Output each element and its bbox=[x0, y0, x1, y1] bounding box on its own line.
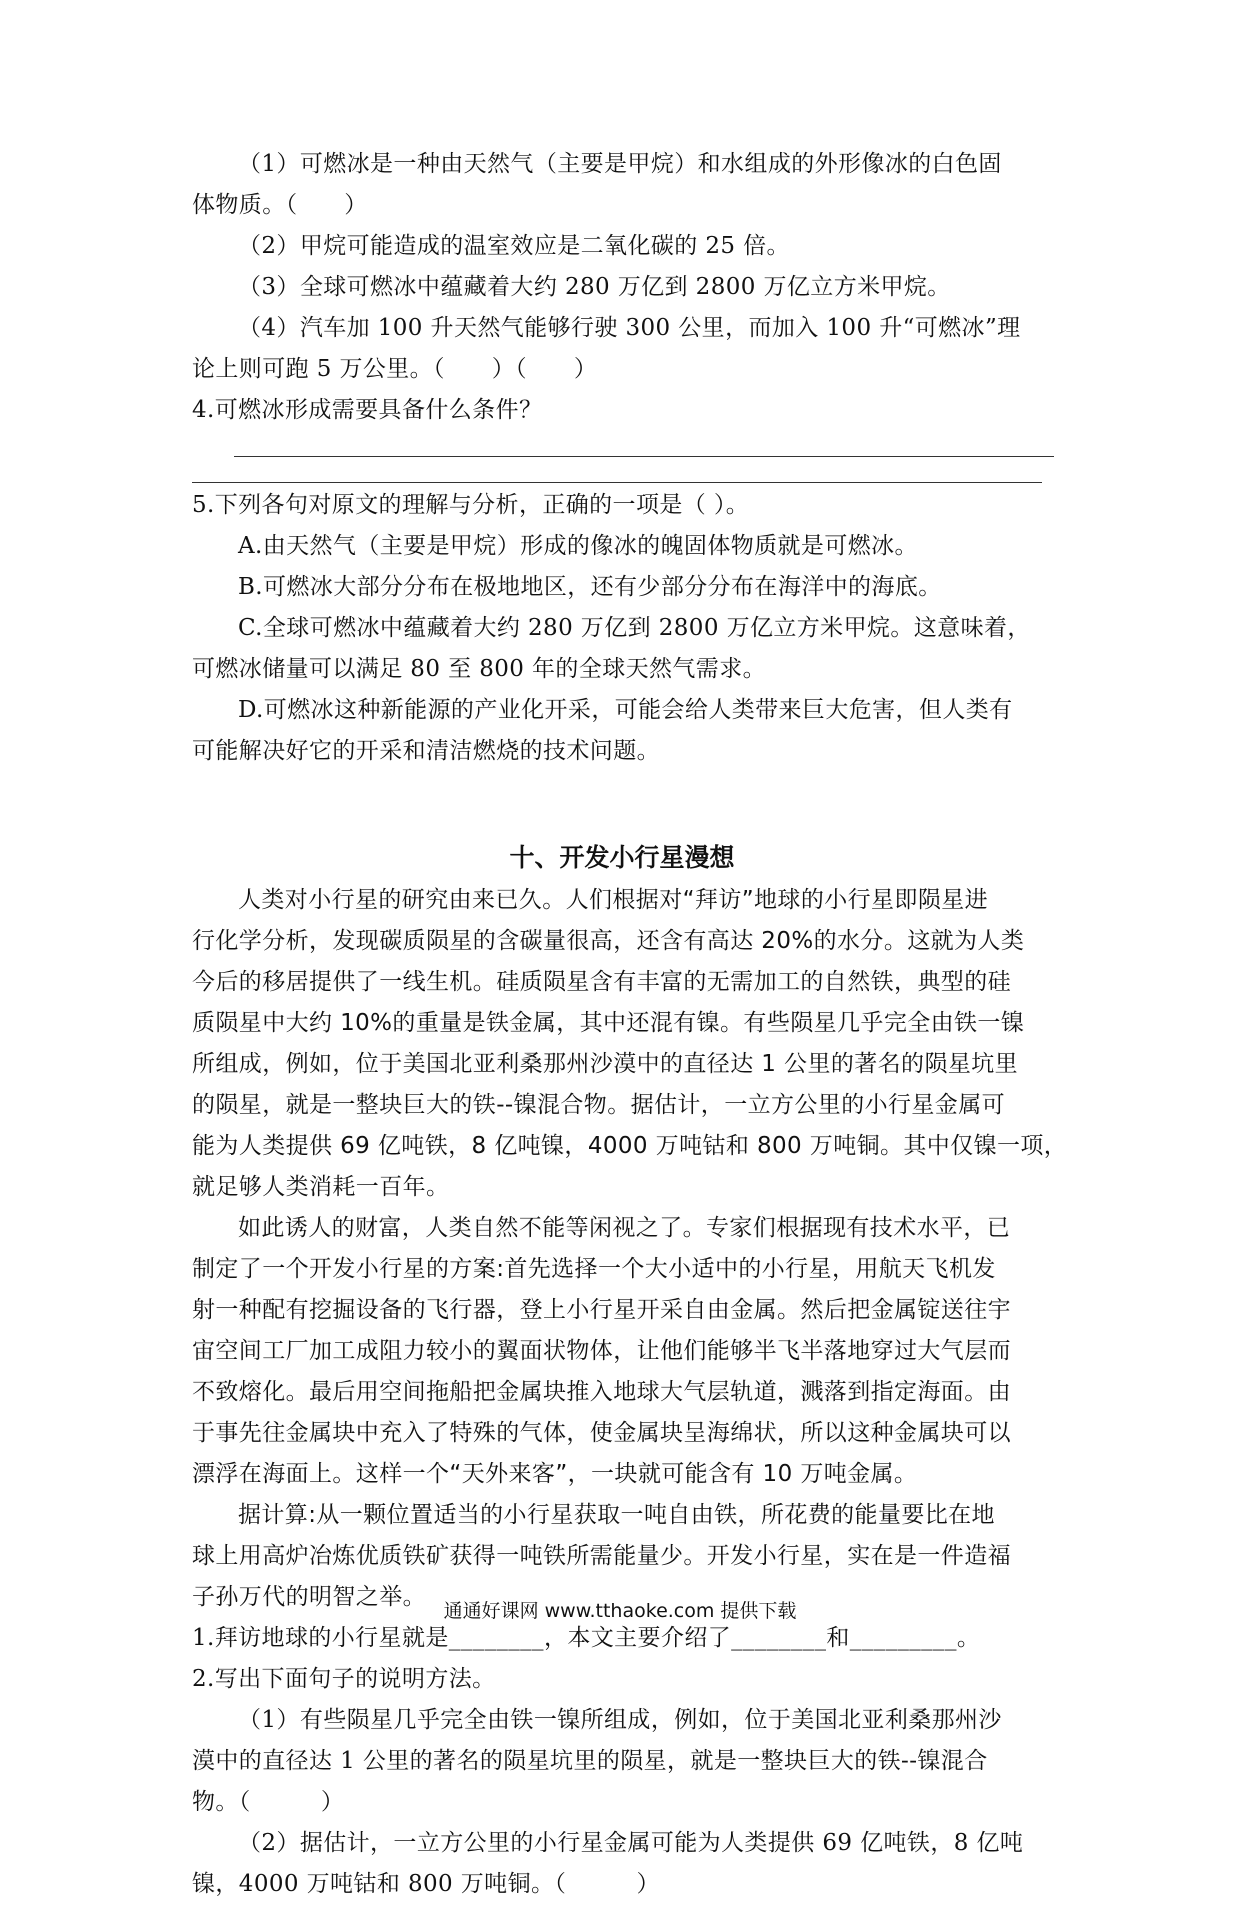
question-5: 5.下列各句对原文的理解与分析，正确的一项是（ ）。 bbox=[192, 492, 750, 518]
q5-option-d-line-1: D.可燃冰这种新能源的产业化开采，可能会给人类带来巨大危害，但人类有 bbox=[238, 697, 1013, 723]
para2-line: 如此诱人的财富，人类自然不能等闲视之了。专家们根据现有技术水平，已 bbox=[238, 1215, 1011, 1241]
q5-option-c-line-2: 可燃冰储量可以满足 80 至 800 年的全球天然气需求。 bbox=[192, 656, 767, 682]
para2-line: 于事先往金属块中充入了特殊的气体，使金属块呈海绵状，所以这种金属块可以 bbox=[192, 1420, 1011, 1446]
q3-item-4-line-1: （4）汽车加 100 升天然气能够行驶 300 公里，而加入 100 升“可燃冰”理 bbox=[238, 315, 1021, 341]
para1-line: 的陨星，就是一整块巨大的铁--镍混合物。据估计，一立方公里的小行星金属可 bbox=[192, 1092, 1005, 1118]
para1-line: 行化学分析，发现碳质陨星的含碳量很高，还含有高达 20%的水分。这就为人类 bbox=[192, 928, 1025, 954]
q2-item-1-line-2: 漠中的直径达 1 公里的著名的陨星坑里的陨星，就是一整块巨大的铁--镍混合 bbox=[192, 1748, 988, 1774]
para1-line: 所组成，例如，位于美国北亚利桑那州沙漠中的直径达 1 公里的著名的陨星坑里 bbox=[192, 1051, 1019, 1077]
para2-line: 射一种配有挖掘设备的飞行器，登上小行星开采自由金属。然后把金属锭送往宇 bbox=[192, 1297, 1011, 1323]
q3-item-1-line-1: （1）可燃冰是一种由天然气（主要是甲烷）和水组成的外形像冰的白色固 bbox=[238, 151, 1002, 177]
para2-line: 宙空间工厂加工成阻力较小的翼面状物体，让他们能够半飞半落地穿过大气层而 bbox=[192, 1338, 1011, 1364]
para3-line: 球上用高炉冶炼优质铁矿获得一吨铁所需能量少。开发小行星，实在是一件造福 bbox=[192, 1543, 1011, 1569]
question-4: 4.可燃冰形成需要具备什么条件？ bbox=[192, 397, 543, 423]
q5-option-d-line-2: 可能解决好它的开采和清洁燃烧的技术问题。 bbox=[192, 738, 660, 764]
para1-line: 质陨星中大约 10%的重量是铁金属，其中还混有镍。有些陨星几乎完全由铁一镍 bbox=[192, 1010, 1025, 1036]
para2-line: 不致熔化。最后用空间拖船把金属块推入地球大气层轨道，溅落到指定海面。由 bbox=[192, 1379, 1011, 1405]
article-body bbox=[192, 880, 1068, 1618]
para3-line: 据计算:从一颗位置适当的小行星获取一吨自由铁，所花费的能量要比在地 bbox=[238, 1502, 995, 1528]
para2-line: 漂浮在海面上。这样一个“天外来客”，一块就可能含有 10 万吨金属。 bbox=[192, 1461, 918, 1487]
q3-item-1-line-2: 体物质。（ ） bbox=[192, 192, 368, 218]
q2-item-1-line-3: 物。（ ） bbox=[192, 1789, 345, 1815]
q2-item-2-line-2: 镍，4000 万吨钴和 800 万吨铜。（ ） bbox=[192, 1871, 660, 1897]
q5-option-c-line-1: C.全球可燃冰中蕴藏着大约 280 万亿到 2800 万亿立方米甲烷。这意味着， bbox=[238, 615, 1031, 641]
q5-option-a: A.由天然气（主要是甲烷）形成的像冰的魄固体物质就是可燃冰。 bbox=[238, 533, 918, 559]
q3-item-3: （3）全球可燃冰中蕴藏着大约 280 万亿到 2800 万亿立方米甲烷。 bbox=[238, 274, 951, 300]
q3-item-4-line-2: 论上则可跑 5 万公里。（ ）（ ） bbox=[192, 356, 598, 382]
worksheet-page bbox=[192, 144, 1068, 1905]
para1-line: 就足够人类消耗一百年。 bbox=[192, 1174, 450, 1200]
q2-item-1-line-1: （1）有些陨星几乎完全由铁一镍所组成，例如，位于美国北亚利桑那州沙 bbox=[238, 1707, 1002, 1733]
para3-line: 子孙万代的明智之举。 bbox=[192, 1584, 426, 1610]
question-2: 2.写出下面句子的说明方法。 bbox=[192, 1666, 496, 1692]
q5-option-b: B.可燃冰大部分分布在极地地区，还有少部分分布在海洋中的海底。 bbox=[238, 574, 942, 600]
article-title: 十、开发小行星漫想 bbox=[509, 843, 735, 872]
para1-line: 今后的移居提供了一线生机。硅质陨星含有丰富的无需加工的自然铁，典型的硅 bbox=[192, 969, 1011, 995]
para1-line: 能为人类提供 69 亿吨铁，8 亿吨镍，4000 万吨钴和 800 万吨铜。其中仅镍一项， bbox=[192, 1133, 1068, 1159]
para1-line: 人类对小行星的研究由来已久。人们根据对“拜访”地球的小行星即陨星进 bbox=[238, 887, 989, 913]
q2-item-2-line-1: （2）据估计，一立方公里的小行星金属可能为人类提供 69 亿吨铁，8 亿吨 bbox=[238, 1830, 1024, 1856]
question-1: 1.拜访地球的小行星就是________，本文主要介绍了________和_________。 bbox=[192, 1625, 981, 1651]
q3-item-2: （2）甲烷可能造成的温室效应是二氧化碳的 25 倍。 bbox=[238, 233, 790, 259]
para2-line: 制定了一个开发小行星的方案:首先选择一个大小适中的小行星，用航天飞机发 bbox=[192, 1256, 996, 1282]
page-footer: 通通好课网 www.tthaoke.com 提供下载 bbox=[443, 1600, 797, 1622]
